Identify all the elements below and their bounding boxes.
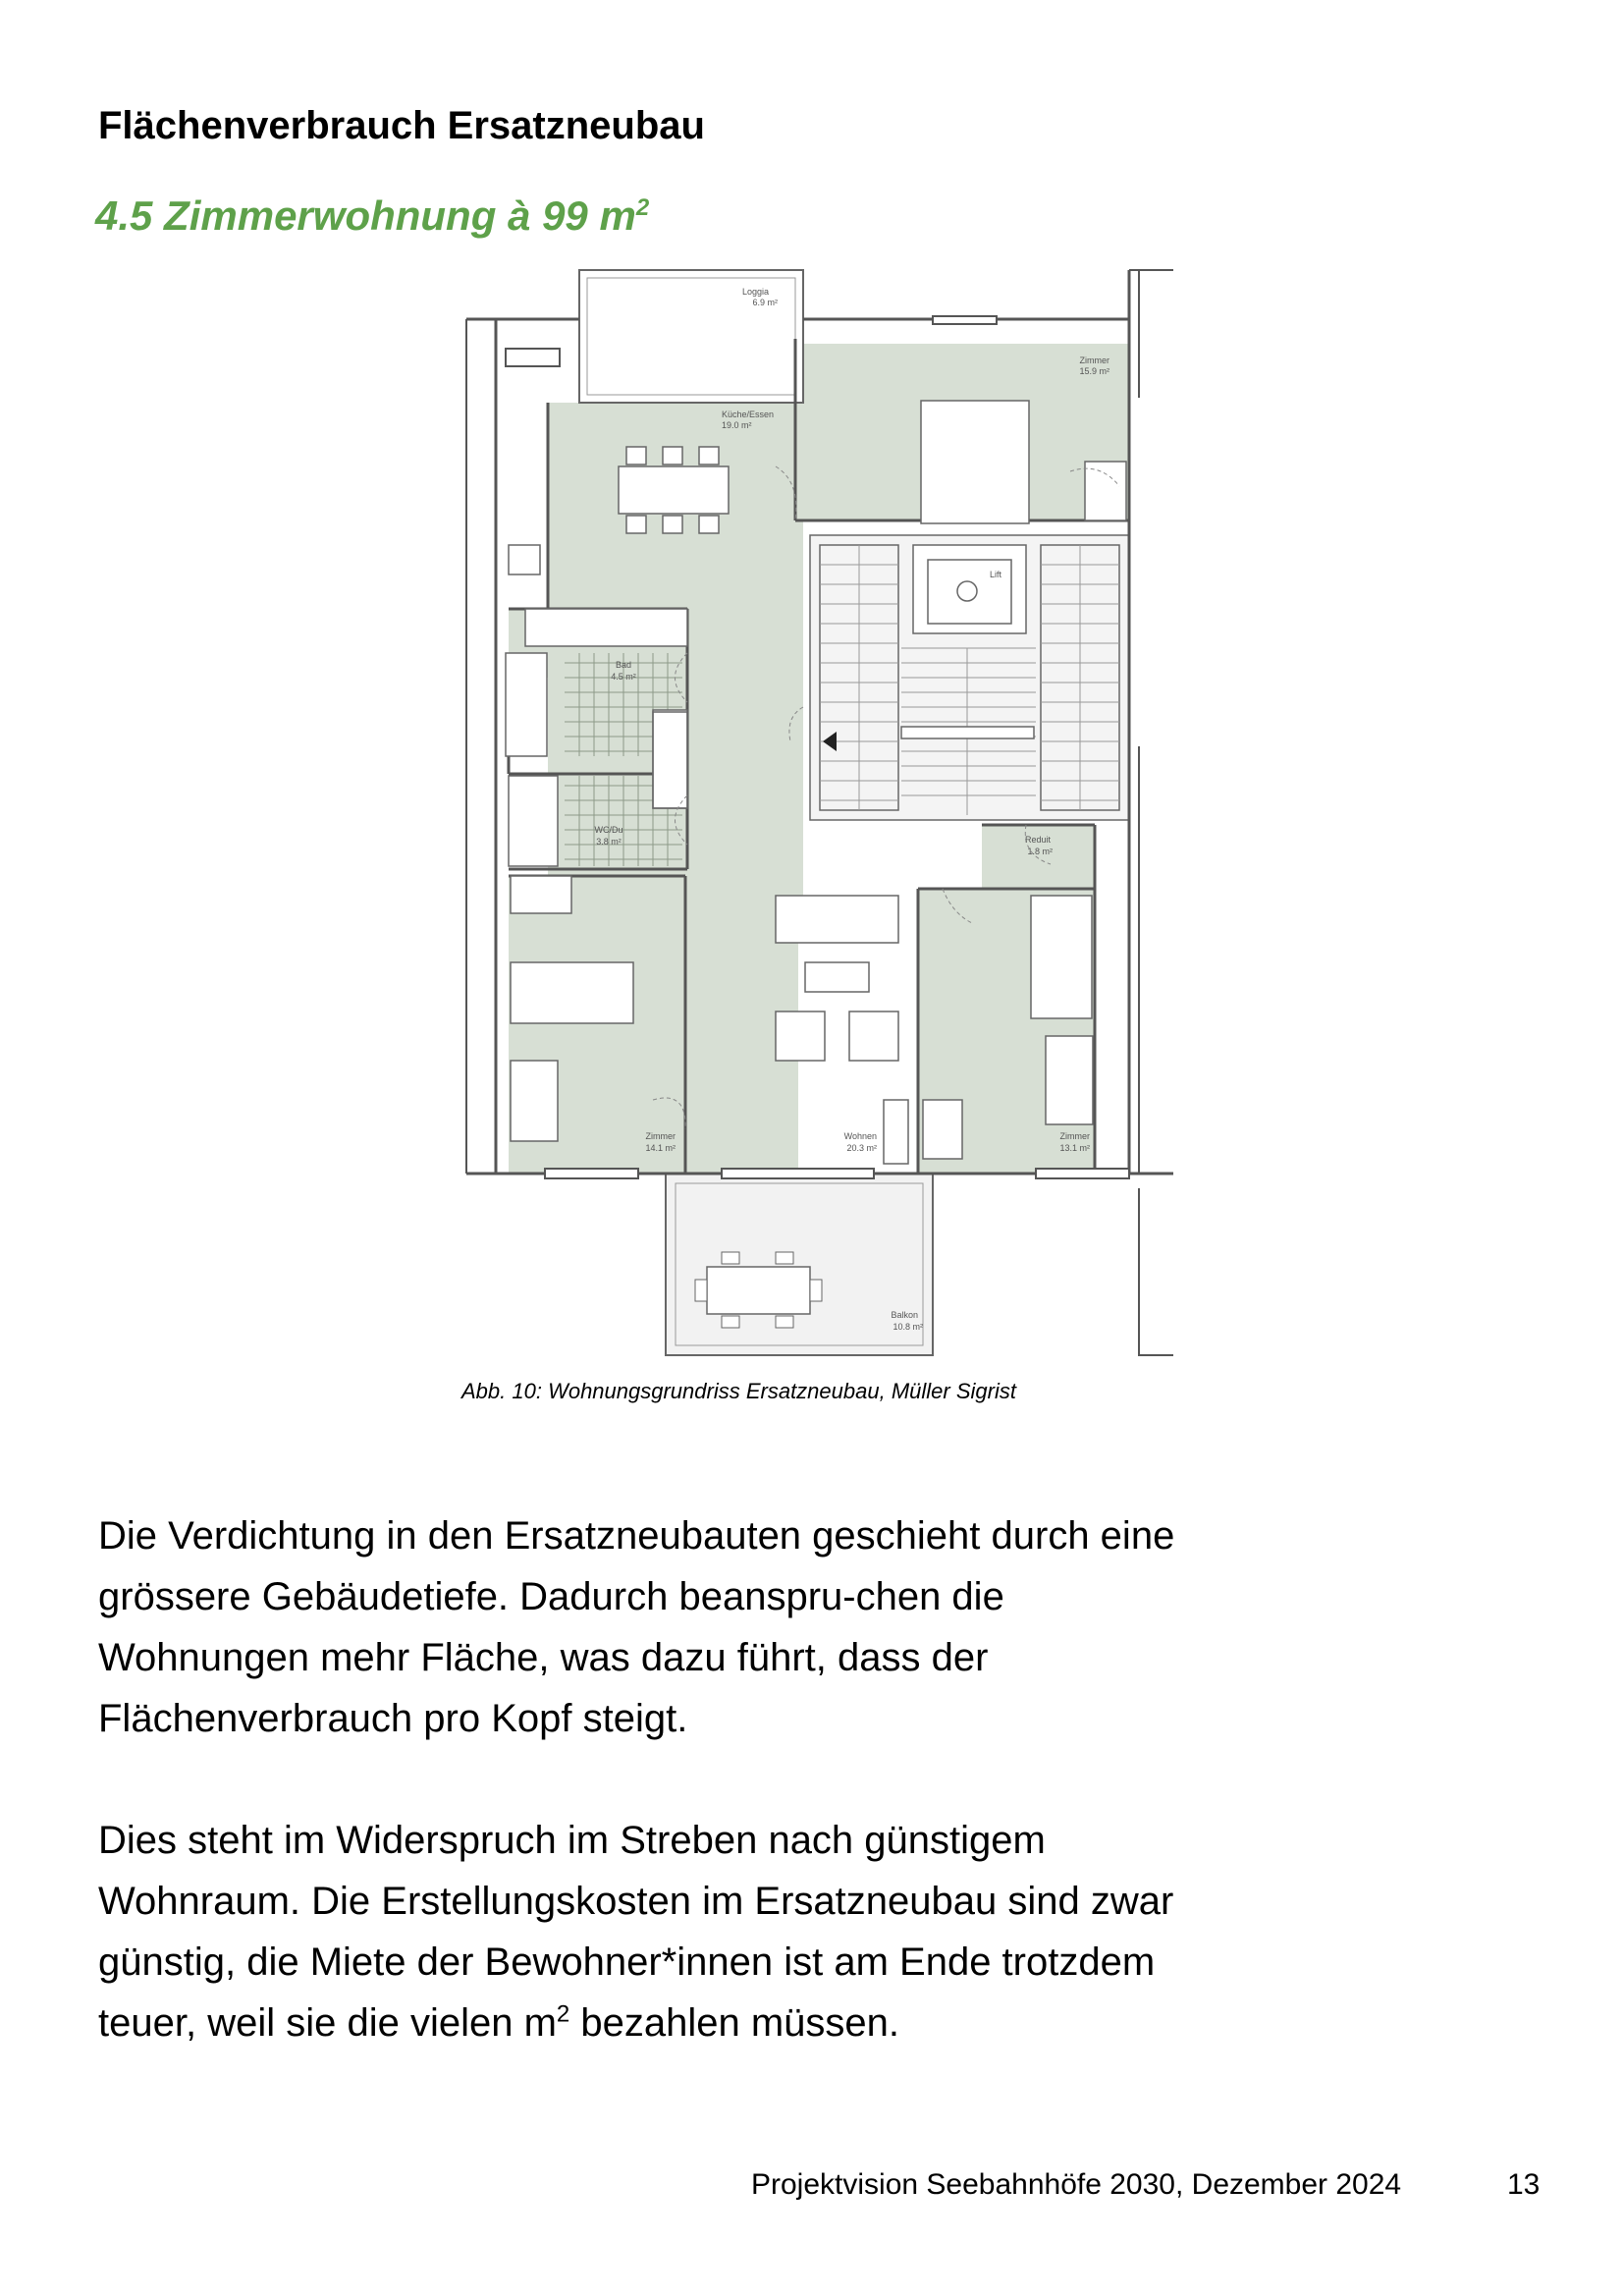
lift-shaft: [913, 545, 1026, 633]
kitchen-area: 19.0 m²: [722, 420, 752, 430]
zimmer-right-label: Zimmer: [1059, 1131, 1090, 1141]
footer-text: Projektvision Seebahnhöfe 2030, Dezember 2024: [751, 2168, 1402, 2201]
stair-landing-bar: [901, 727, 1034, 738]
page-heading: Flächenverbrauch Ersatzneubau: [98, 104, 705, 147]
figure-caption: Abb. 10: Wohnungsgrundriss Ersatzneubau, Müller Sigrist: [461, 1379, 1016, 1403]
kitchen-cabinets: [525, 609, 687, 646]
loggia: [579, 270, 803, 403]
dining-chair: [626, 516, 646, 533]
balkon-label: Balkon: [891, 1310, 918, 1320]
paragraph-2-text: Dies steht im Widerspruch im Streben nach günstigem Wohnraum. Die Erstellungskosten im Ersatzneubau sind zwar günstig, die Miete der Bewohner*innen ist am Ende trotzdem teuer, weil sie die vielen m: [98, 1819, 1174, 2045]
paragraph-2-text-end: bezahlen müssen.: [569, 2001, 900, 2045]
wohnen-area: 20.3 m²: [846, 1143, 877, 1153]
dining-chair: [626, 447, 646, 465]
subheading-text: 4.5 Zimmerwohnung à 99 m: [95, 192, 636, 239]
coffee-table: [805, 962, 869, 992]
dining-chair: [699, 447, 719, 465]
shelf: [884, 1100, 908, 1164]
wc-area: 3.8 m²: [596, 837, 622, 847]
balkon-area: 10.8 m²: [893, 1322, 923, 1332]
bathtub: [506, 653, 547, 756]
balcony-table: [707, 1267, 810, 1314]
shelf-right: [923, 1100, 962, 1159]
zimmer-top-label: Zimmer: [1079, 355, 1109, 365]
floor-plan: [461, 265, 1173, 1357]
balcony-chair: [776, 1316, 793, 1328]
paragraph-2: [98, 1810, 1217, 2053]
dining-chair: [663, 447, 682, 465]
paragraph-2-superscript: 2: [556, 2000, 570, 2028]
desk: [1085, 462, 1126, 520]
dining-chair: [663, 516, 682, 533]
apartment-subheading: [95, 187, 649, 246]
balcony-chair: [722, 1252, 739, 1264]
double-bed: [921, 401, 1029, 523]
zimmer-left-label: Zimmer: [645, 1131, 676, 1141]
hall-area: [685, 520, 803, 923]
balcony-chair: [695, 1280, 707, 1301]
armchair: [849, 1011, 898, 1061]
desk-right: [1046, 1036, 1093, 1124]
wc-fixture: [509, 776, 558, 866]
bed-right: [1031, 896, 1092, 1018]
dining-chair: [699, 516, 719, 533]
zimmer-left-area: 14.1 m²: [645, 1143, 676, 1153]
zimmer-top-area: 15.9 m²: [1079, 366, 1109, 376]
bad-label: Bad: [615, 660, 632, 670]
lift-label: Lift: [989, 570, 1001, 579]
bed-left: [511, 962, 633, 1023]
wohnen-label: Wohnen: [843, 1131, 877, 1141]
reduit-label: Reduit: [1024, 835, 1051, 845]
sofa: [776, 896, 898, 943]
dining-table: [619, 466, 729, 514]
bad-area: 4.5 m²: [611, 672, 636, 682]
page-number: 13: [1507, 2168, 1541, 2201]
balcony-chair: [722, 1316, 739, 1328]
wardrobe-left: [511, 876, 571, 913]
armchair: [776, 1011, 825, 1061]
balcony-chair: [810, 1280, 822, 1301]
reduit-area: 1.8 m²: [1027, 847, 1053, 856]
loggia-area: 6.9 m²: [752, 298, 778, 307]
balcony-chair: [776, 1252, 793, 1264]
kitchen-label: Küche/Essen: [722, 410, 775, 419]
stove: [509, 545, 540, 574]
loggia-box: [579, 270, 803, 403]
desk-left: [511, 1061, 558, 1141]
paragraph-1: Die Verdichtung in den Ersatzneubauten geschieht durch eine grössere Gebäudetiefe. Dadurch beanspru-chen die Wohnungen mehr Fläche, was dazu führt, dass der Flächenverbrauch pro Kopf steigt.: [98, 1514, 1175, 1740]
zimmer-right-area: 13.1 m²: [1059, 1143, 1090, 1153]
wardrobe: [653, 710, 687, 808]
wc-label: WC/Du: [594, 825, 623, 835]
subheading-superscript: 2: [635, 194, 650, 221]
stairwell: [810, 535, 1129, 820]
loggia-label: Loggia: [741, 287, 769, 297]
